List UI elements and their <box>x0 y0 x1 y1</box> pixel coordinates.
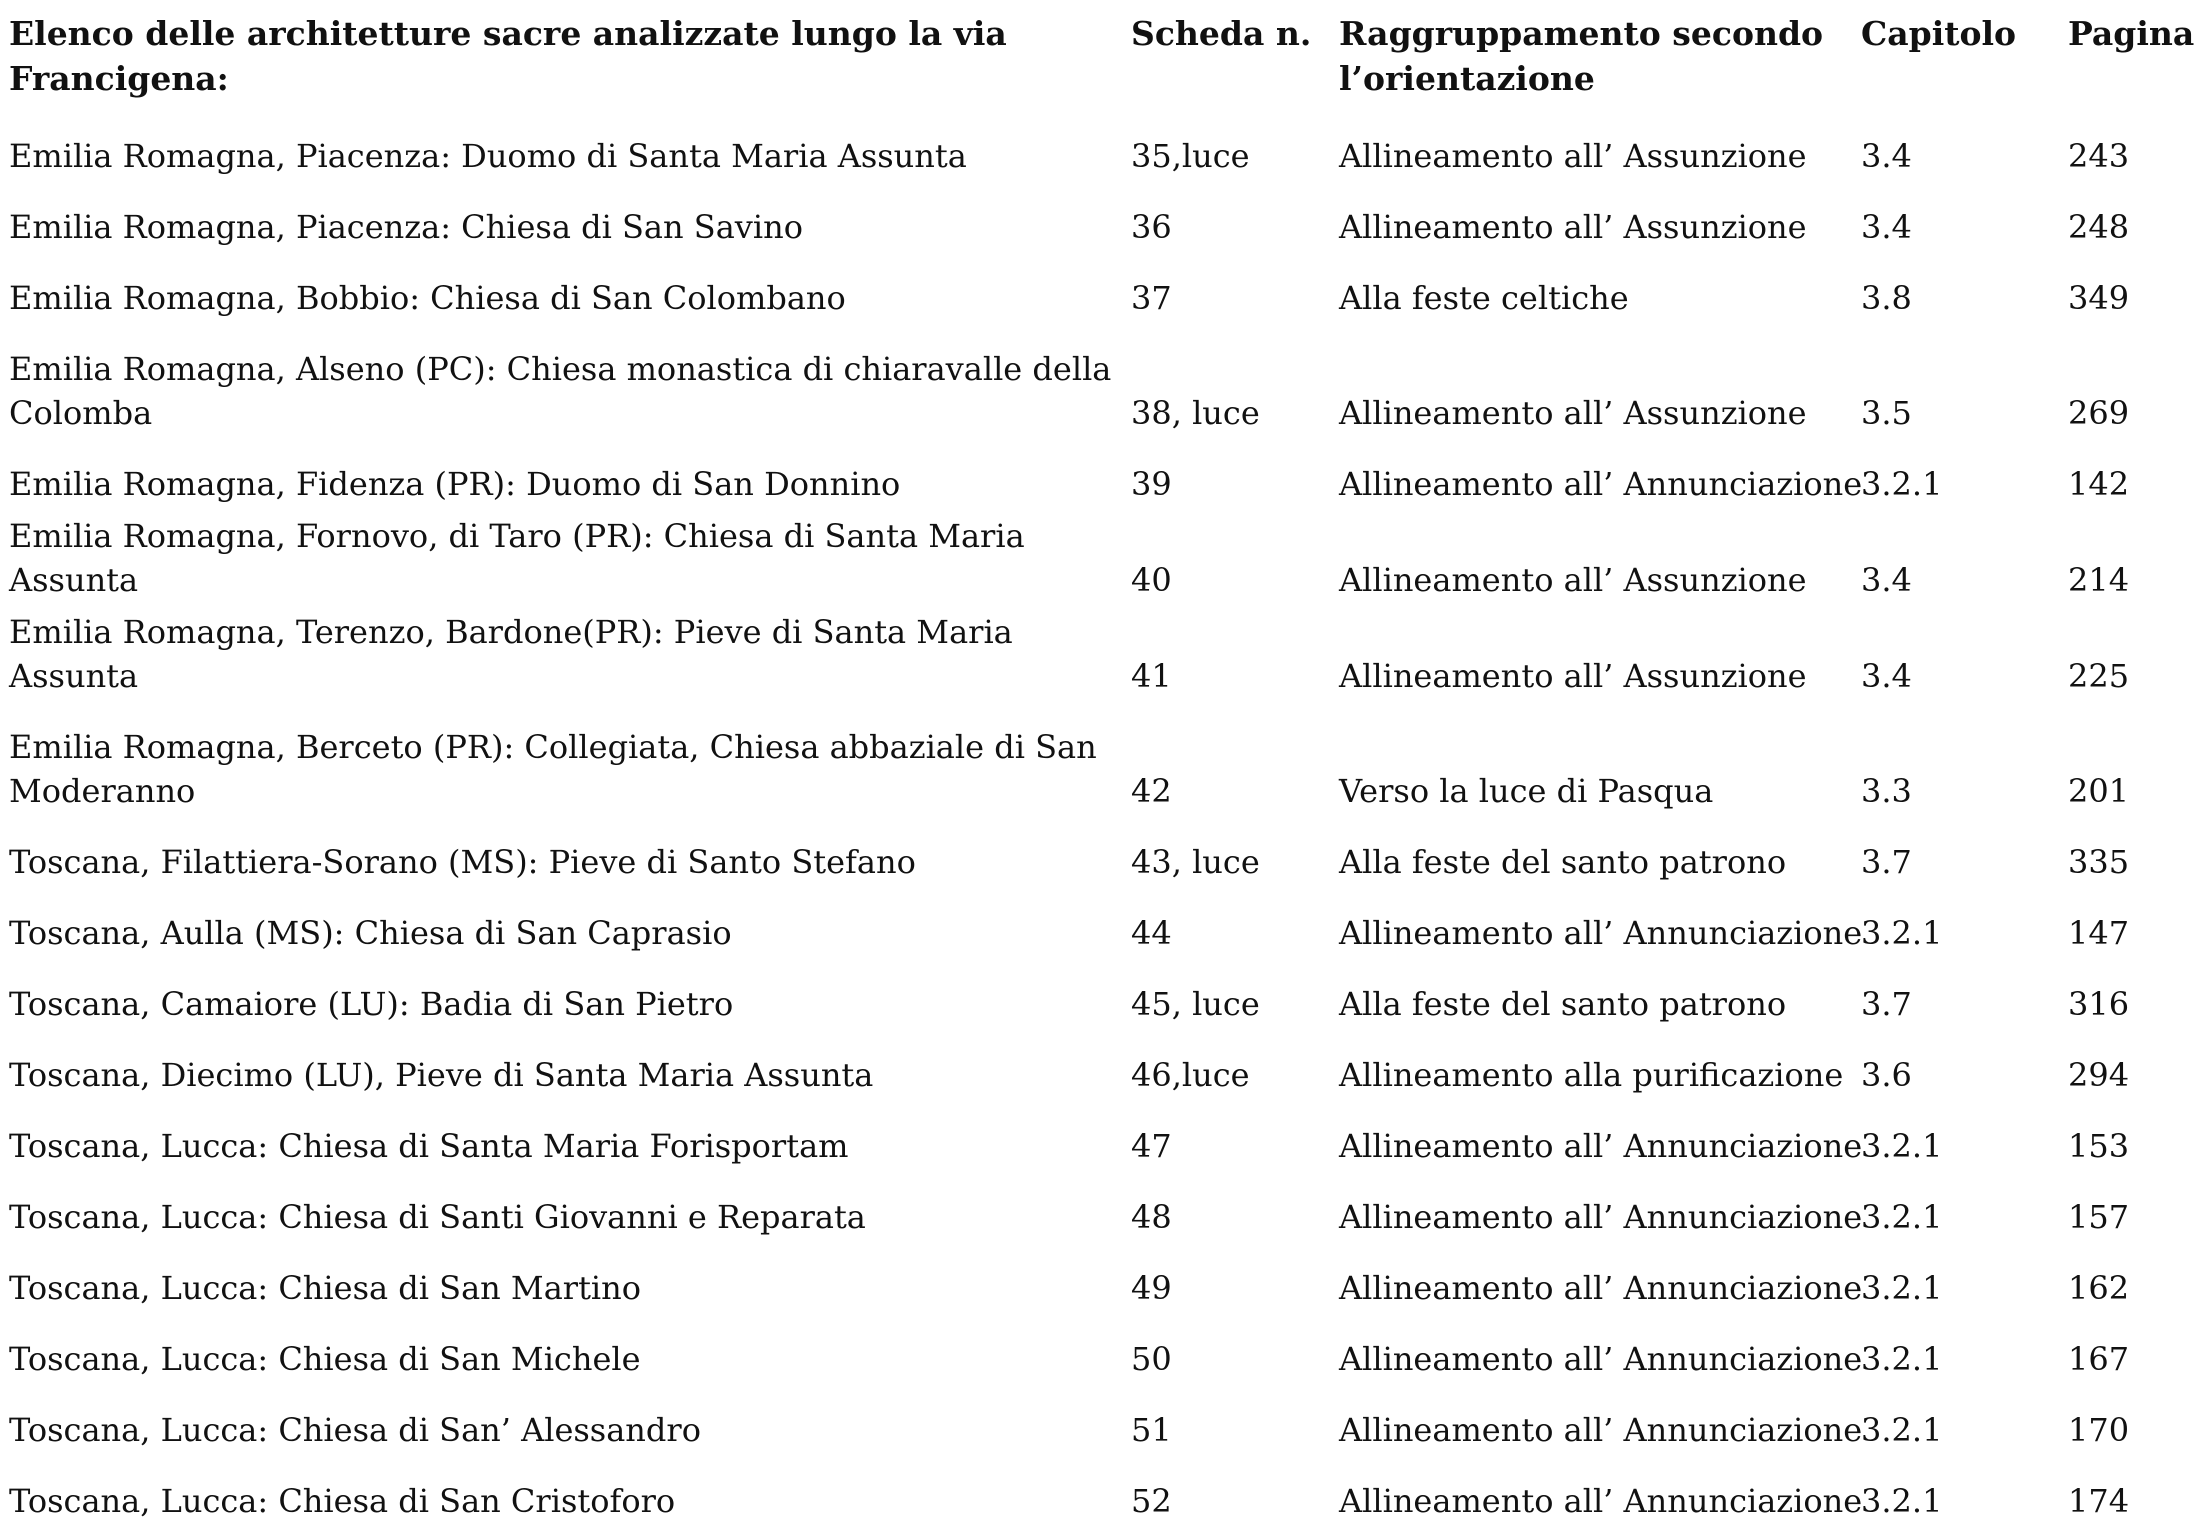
cell-raggruppamento: Allineamento alla purificazione <box>1339 1056 1844 1094</box>
cell-pagina: 162 <box>2068 1269 2130 1307</box>
cell-scheda: 40 <box>1131 561 1172 599</box>
table-row <box>9 1105 2181 1176</box>
table-row <box>9 1318 2181 1389</box>
cell-pagina: 153 <box>2068 1127 2130 1165</box>
table-row <box>9 1460 2181 1531</box>
cell-pagina: 294 <box>2068 1056 2130 1094</box>
cell-pagina: 269 <box>2068 394 2130 432</box>
table-row <box>9 115 2181 186</box>
cell-capitolo: 3.3 <box>1861 772 1912 810</box>
cell-architettura: Toscana, Aulla (MS): Chiesa di San Caprasio <box>9 914 732 952</box>
cell-architettura: Emilia Romagna, Fidenza (PR): Duomo di San Donnino <box>9 465 901 503</box>
table-row <box>9 443 2181 514</box>
cell-raggruppamento: Allineamento all’ Annunciazione <box>1339 1269 1863 1307</box>
cell-architettura: Toscana, Lucca: Chiesa di Santi Giovanni e Reparata <box>9 1198 866 1236</box>
cell-raggruppamento: Allineamento all’ Annunciazione <box>1339 465 1863 503</box>
cell-pagina: 157 <box>2068 1198 2130 1236</box>
cell-scheda: 44 <box>1131 914 1172 952</box>
cell-architettura: Toscana, Diecimo (LU), Pieve di Santa Maria Assunta <box>9 1056 874 1094</box>
cell-pagina: 225 <box>2068 657 2130 695</box>
cell-capitolo: 3.2.1 <box>1861 914 1943 952</box>
cell-capitolo: 3.4 <box>1861 657 1912 695</box>
cell-scheda: 35,luce <box>1131 137 1250 175</box>
cell-pagina: 349 <box>2068 279 2130 317</box>
table-row <box>9 610 2181 706</box>
cell-raggruppamento: Allineamento all’ Annunciazione <box>1339 1482 1863 1520</box>
cell-architettura: Toscana, Lucca: Chiesa di San Martino <box>9 1269 642 1307</box>
cell-pagina: 214 <box>2068 561 2130 599</box>
cell-architettura: Toscana, Filattiera-Sorano (MS): Pieve di Santo Stefano <box>9 843 916 881</box>
cell-architettura: Emilia Romagna, Terenzo, Bardone(PR): Pieve di Santa Maria Assunta <box>9 613 1013 695</box>
cell-scheda: 38, luce <box>1131 394 1260 432</box>
architetture-table <box>9 0 2194 1531</box>
table-row <box>9 1176 2181 1247</box>
cell-architettura: Emilia Romagna, Piacenza: Chiesa di San Savino <box>9 208 803 246</box>
table-row <box>9 186 2181 257</box>
cell-capitolo: 3.2.1 <box>1861 1340 1943 1378</box>
table-row <box>9 963 2181 1034</box>
cell-capitolo: 3.2.1 <box>1861 1411 1943 1449</box>
table-body <box>9 115 2181 1531</box>
cell-capitolo: 3.5 <box>1861 394 1912 432</box>
cell-scheda: 47 <box>1131 1127 1172 1165</box>
cell-raggruppamento: Allineamento all’ Annunciazione <box>1339 1411 1863 1449</box>
cell-pagina: 335 <box>2068 843 2130 881</box>
cell-raggruppamento: Allineamento all’ Assunzione <box>1339 137 1807 175</box>
cell-pagina: 167 <box>2068 1340 2130 1378</box>
cell-scheda: 37 <box>1131 279 1172 317</box>
cell-architettura: Toscana, Lucca: Chiesa di San Michele <box>9 1340 641 1378</box>
cell-raggruppamento: Allineamento all’ Annunciazione <box>1339 1340 1863 1378</box>
document-page <box>9 0 2194 1531</box>
cell-raggruppamento: Allineamento all’ Assunzione <box>1339 208 1807 246</box>
cell-capitolo: 3.2.1 <box>1861 1482 1943 1520</box>
cell-scheda: 46,luce <box>1131 1056 1250 1094</box>
cell-raggruppamento: Allineamento all’ Assunzione <box>1339 394 1807 432</box>
cell-raggruppamento: Allineamento all’ Annunciazione <box>1339 914 1863 952</box>
cell-scheda: 50 <box>1131 1340 1172 1378</box>
cell-scheda: 42 <box>1131 772 1172 810</box>
cell-scheda: 52 <box>1131 1482 1172 1520</box>
cell-raggruppamento: Allineamento all’ Assunzione <box>1339 657 1807 695</box>
cell-raggruppamento: Alla feste celtiche <box>1339 279 1629 317</box>
cell-architettura: Toscana, Lucca: Chiesa di Santa Maria Forisportam <box>9 1127 849 1165</box>
header-scheda: Scheda n. <box>1131 14 1312 53</box>
table-row <box>9 1389 2181 1460</box>
cell-pagina: 201 <box>2068 772 2130 810</box>
table-row <box>9 514 2181 610</box>
header-capitolo: Capitolo <box>1861 14 2017 53</box>
header-elenco: Elenco delle architetture sacre analizzate lungo la via Francigena: <box>9 14 1007 98</box>
cell-raggruppamento: Allineamento all’ Assunzione <box>1339 561 1807 599</box>
cell-scheda: 48 <box>1131 1198 1172 1236</box>
cell-capitolo: 3.7 <box>1861 985 1912 1023</box>
header-pagina: Pagina <box>2068 14 2194 53</box>
cell-raggruppamento: Alla feste del santo patrono <box>1339 985 1787 1023</box>
table-row <box>9 706 2181 821</box>
cell-capitolo: 3.2.1 <box>1861 465 1943 503</box>
cell-pagina: 174 <box>2068 1482 2130 1520</box>
cell-scheda: 49 <box>1131 1269 1172 1307</box>
cell-scheda: 51 <box>1131 1411 1172 1449</box>
cell-architettura: Emilia Romagna, Piacenza: Duomo di Santa Maria Assunta <box>9 137 967 175</box>
cell-capitolo: 3.6 <box>1861 1056 1912 1094</box>
cell-pagina: 316 <box>2068 985 2130 1023</box>
table-header <box>9 0 2194 115</box>
cell-scheda: 39 <box>1131 465 1172 503</box>
cell-pagina: 248 <box>2068 208 2130 246</box>
cell-architettura: Emilia Romagna, Berceto (PR): Collegiata, Chiesa abbaziale di San Moderanno <box>9 728 1097 810</box>
cell-capitolo: 3.2.1 <box>1861 1269 1943 1307</box>
header-row <box>9 0 2181 115</box>
cell-capitolo: 3.4 <box>1861 208 1912 246</box>
cell-architettura: Toscana, Lucca: Chiesa di San’ Alessandro <box>9 1411 701 1449</box>
cell-scheda: 43, luce <box>1131 843 1260 881</box>
cell-capitolo: 3.2.1 <box>1861 1127 1943 1165</box>
cell-architettura: Emilia Romagna, Bobbio: Chiesa di San Colombano <box>9 279 846 317</box>
table-row <box>9 328 2181 443</box>
cell-pagina: 142 <box>2068 465 2130 503</box>
table-row <box>9 892 2181 963</box>
header-raggruppamento: Raggruppamento secondo l’orientazione <box>1339 14 1824 98</box>
cell-capitolo: 3.7 <box>1861 843 1912 881</box>
cell-pagina: 170 <box>2068 1411 2130 1449</box>
table-row <box>9 1247 2181 1318</box>
cell-architettura: Emilia Romagna, Alseno (PC): Chiesa monastica di chiaravalle della Colomba <box>9 350 1112 432</box>
table-row <box>9 257 2181 328</box>
cell-capitolo: 3.4 <box>1861 561 1912 599</box>
cell-architettura: Emilia Romagna, Fornovo, di Taro (PR): Chiesa di Santa Maria Assunta <box>9 517 1025 599</box>
table-row <box>9 821 2181 892</box>
table-row <box>9 1034 2181 1105</box>
cell-raggruppamento: Allineamento all’ Annunciazione <box>1339 1127 1863 1165</box>
cell-raggruppamento: Allineamento all’ Annunciazione <box>1339 1198 1863 1236</box>
cell-capitolo: 3.8 <box>1861 279 1912 317</box>
cell-pagina: 147 <box>2068 914 2130 952</box>
cell-raggruppamento: Verso la luce di Pasqua <box>1339 772 1714 810</box>
cell-capitolo: 3.4 <box>1861 137 1912 175</box>
cell-capitolo: 3.2.1 <box>1861 1198 1943 1236</box>
cell-architettura: Toscana, Camaiore (LU): Badia di San Pietro <box>9 985 734 1023</box>
cell-pagina: 243 <box>2068 137 2130 175</box>
cell-scheda: 45, luce <box>1131 985 1260 1023</box>
cell-scheda: 41 <box>1131 657 1172 695</box>
cell-scheda: 36 <box>1131 208 1172 246</box>
cell-architettura: Toscana, Lucca: Chiesa di San Cristoforo <box>9 1482 676 1520</box>
cell-raggruppamento: Alla feste del santo patrono <box>1339 843 1787 881</box>
